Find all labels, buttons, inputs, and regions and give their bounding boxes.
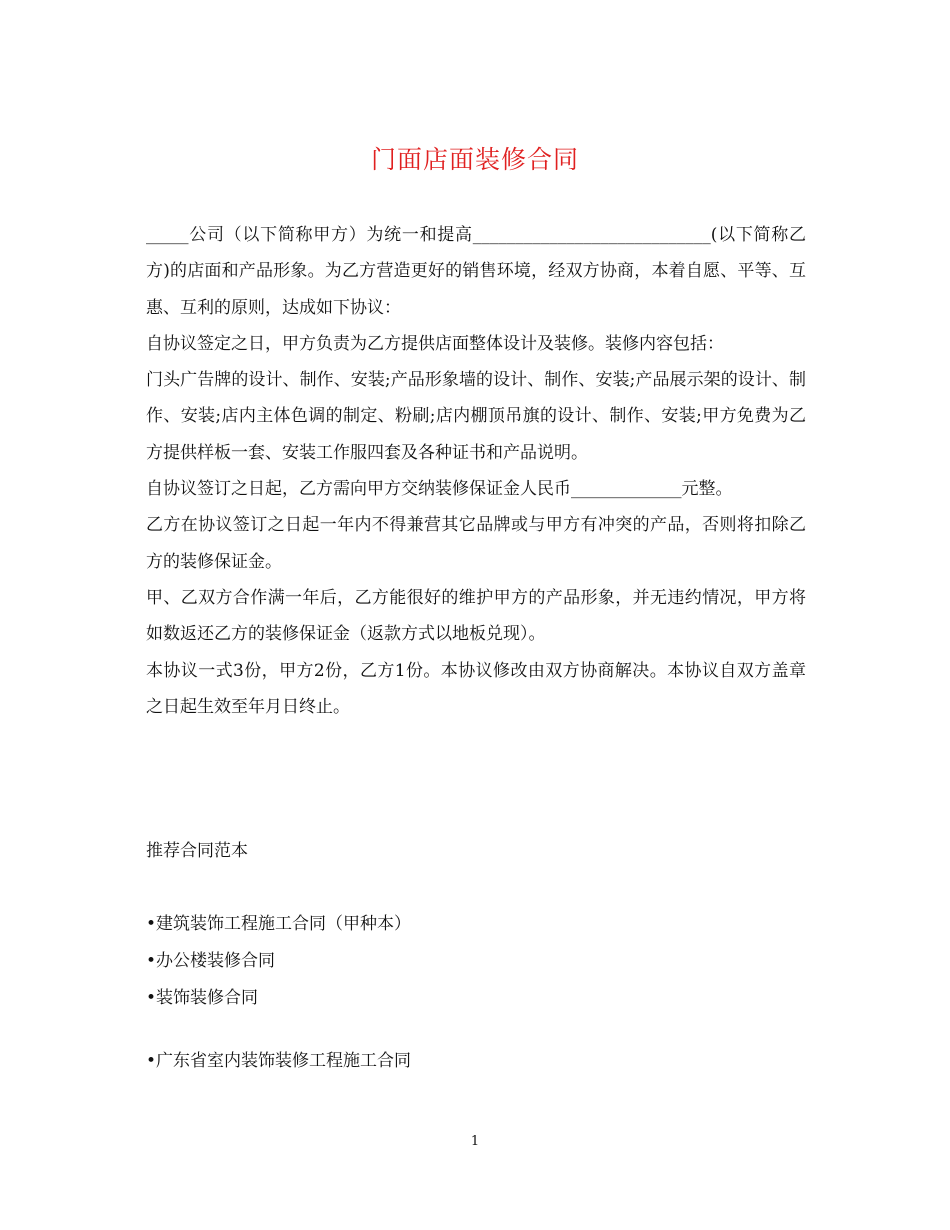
paragraph-intro: _____公司（以下简称甲方）为统一和提高____________________________(以下简称乙方)的店面和产品形象。为乙方营造更好的销售环境，经双方协商，本着自愿、平等、互惠、互利的原则，达成如下协议： bbox=[146, 225, 806, 318]
recommended-heading: 推荐合同范本 bbox=[146, 841, 248, 861]
bullet-icon: • bbox=[146, 1051, 157, 1071]
paragraph-decoration-content: 门头广告牌的设计、制作、安装;产品形象墙的设计、制作、安装;产品展示架的设计、制作、安装;店内主体色调的制定、粉刷;店内棚顶吊旗的设计、制作、安装;甲方免费为乙方提供样板一套、安装工作服四套及各种证书和产品说明。 bbox=[146, 370, 806, 463]
paragraph-exclusivity: 乙方在协议签订之日起一年内不得兼营其它品牌或与甲方有冲突的产品，否则将扣除乙方的装修保证金。 bbox=[146, 515, 806, 572]
page-number: 1 bbox=[470, 1134, 480, 1149]
paragraph-design-duty: 自协议签定之日，甲方负责为乙方提供店面整体设计及装修。装修内容包括： bbox=[146, 333, 724, 354]
recommended-list bbox=[146, 910, 411, 1084]
bullet-icon: • bbox=[146, 951, 157, 971]
bullet-icon: • bbox=[146, 988, 157, 1008]
recommended-item[interactable] bbox=[146, 947, 411, 984]
recommended-item-label: 广东省室内装饰装修工程施工合同 bbox=[156, 1051, 411, 1071]
recommended-item[interactable] bbox=[146, 984, 411, 1021]
paragraph-refund: 甲、乙双方合作满一年后，乙方能很好的维护甲方的产品形象，并无违约情况，甲方将如数返还乙方的装修保证金（返款方式以地板兑现）。 bbox=[146, 587, 806, 645]
bullet-icon: • bbox=[146, 914, 157, 934]
recommended-item-label: 办公楼装修合同 bbox=[156, 951, 275, 971]
document-title: 门面店面装修合同 bbox=[370, 145, 579, 174]
recommended-item-label: 建筑装饰工程施工合同（甲种本） bbox=[156, 914, 411, 934]
recommended-item[interactable] bbox=[146, 1047, 411, 1084]
paragraph-deposit: 自协议签订之日起，乙方需向甲方交纳装修保证金人民币_____________元整。 bbox=[146, 479, 733, 500]
contract-body bbox=[146, 217, 806, 725]
recommended-item[interactable] bbox=[146, 910, 411, 947]
paragraph-copies: 本协议一式3份，甲方2份，乙方1份。本协议修改由双方协商解决。本协议自双方盖章之日起生效至年月日终止。 bbox=[146, 660, 806, 717]
recommended-item-label: 装饰装修合同 bbox=[156, 988, 258, 1008]
